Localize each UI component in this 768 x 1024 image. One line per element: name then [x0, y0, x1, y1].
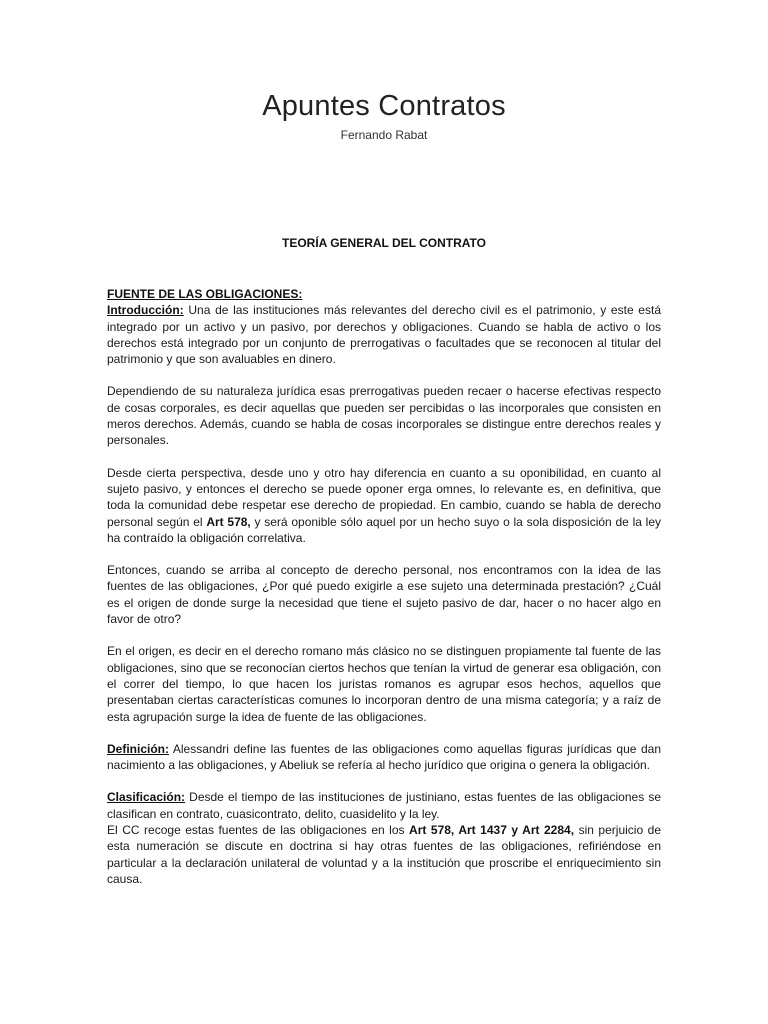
paragraph-origen: En el origen, es decir en el derecho romano más clásico no se distinguen propiamente tal fuente de las obligaciones, sino que se reconocían ciertos hechos que tenían la virtud de generar esa obligación, con el correr del tiempo, lo que hacen los juristas romanos es agrupar esos hechos, aquellos que presentaban ciertas características comunes lo incorporan dentro de una misma categoría; y a raíz de esta agrupación surge la idea de fuente de las obligaciones. [107, 644, 661, 724]
subheading-fuente: FUENTE DE LAS OBLIGACIONES: [107, 287, 303, 301]
cc-text-b: sin perjuicio de esta numeración se discute en doctrina si hay otras fuentes de las obligaciones, refiriéndose en particular a la declaración unilateral de voluntad y a la institución que proscribe el enriquecimiento sin causa. [107, 823, 661, 886]
label-definicion: Definición: [107, 741, 169, 756]
art-reference: Art 578, [206, 514, 251, 529]
cc-articles: Art 578, Art 1437 y Art 2284, [409, 823, 575, 838]
introduction-text: Una de las instituciones más relevantes del derecho civil es el patrimonio, y este está integrado por un activo y un pasivo, por derechos y obligaciones. Cuando se habla de activo o los derechos está integrado por un conjunto de prerrogativas o facultades que se reconocen al titular del patrimonio y que son avaluables en dinero. [107, 303, 661, 367]
paragraph-naturaleza: Dependiendo de su naturaleza jurídica esas prerrogativas pueden recaer o hacerse efectivas respecto de cosas corporales, es decir aquellas que pueden ser percibidas o las incorporales que consisten en meros derechos. Además, cuando se habla de cosas incorporales se distingue entre derechos reales y personales. [107, 384, 661, 448]
paragraph-introduction [107, 286, 661, 367]
clasificacion-text: Desde el tiempo de las instituciones de justiniano, estas fuentes de las obligaciones se clasifican en contrato, cuasicontrato, delito, cuasidelito y la ley. [107, 790, 661, 821]
paragraph-clasificacion [107, 789, 661, 822]
definicion-text: Alessandri define las fuentes de las obligaciones como aquellas figuras jurídicas que dan nacimiento a las obligaciones, y Abeliuk se refería al hecho jurídico que origina o genera la obligación. [107, 741, 661, 773]
perspectiva-text-b: y será oponible sólo aquel por un hecho suyo o la sola disposición de la ley ha contraído la obligación correlativa. [107, 514, 661, 545]
paragraph-derecho-personal: Entonces, cuando se arriba al concepto de derecho personal, nos encontramos con la idea de las fuentes de las obligaciones, ¿Por qué puedo exigirle a ese sujeto una determinada prestación? ¿Cuál es el origen de donde surge la necesidad que tiene el sujeto pasivo de dar, hacer o no hacer algo en favor de otro? [107, 563, 661, 627]
label-introduccion: Introducción: [107, 303, 184, 318]
cc-text-a: El CC recoge estas fuentes de las obligaciones en los [107, 823, 410, 838]
document-author: Fernando Rabat [340, 128, 428, 142]
document-body [107, 286, 661, 903]
paragraph-codigo-civil [107, 822, 661, 887]
paragraph-perspectiva [107, 465, 661, 546]
document-title: Apuntes Contratos [262, 90, 506, 122]
label-clasificacion: Clasificación: [107, 790, 186, 805]
paragraph-definicion [107, 741, 661, 774]
perspectiva-text-a: Desde cierta perspectiva, desde uno y otro hay diferencia en cuanto a su oponibilidad, en cuanto al sujeto pasivo, y entonces el derecho se puede oponer erga omnes, lo relevante es, en definitiva, que toda la comunidad debe respetar ese derecho de propiedad. En cambio, cuando se habla de derecho personal según el [107, 465, 661, 529]
section-title: TEORÍA GENERAL DEL CONTRATO [281, 236, 486, 250]
